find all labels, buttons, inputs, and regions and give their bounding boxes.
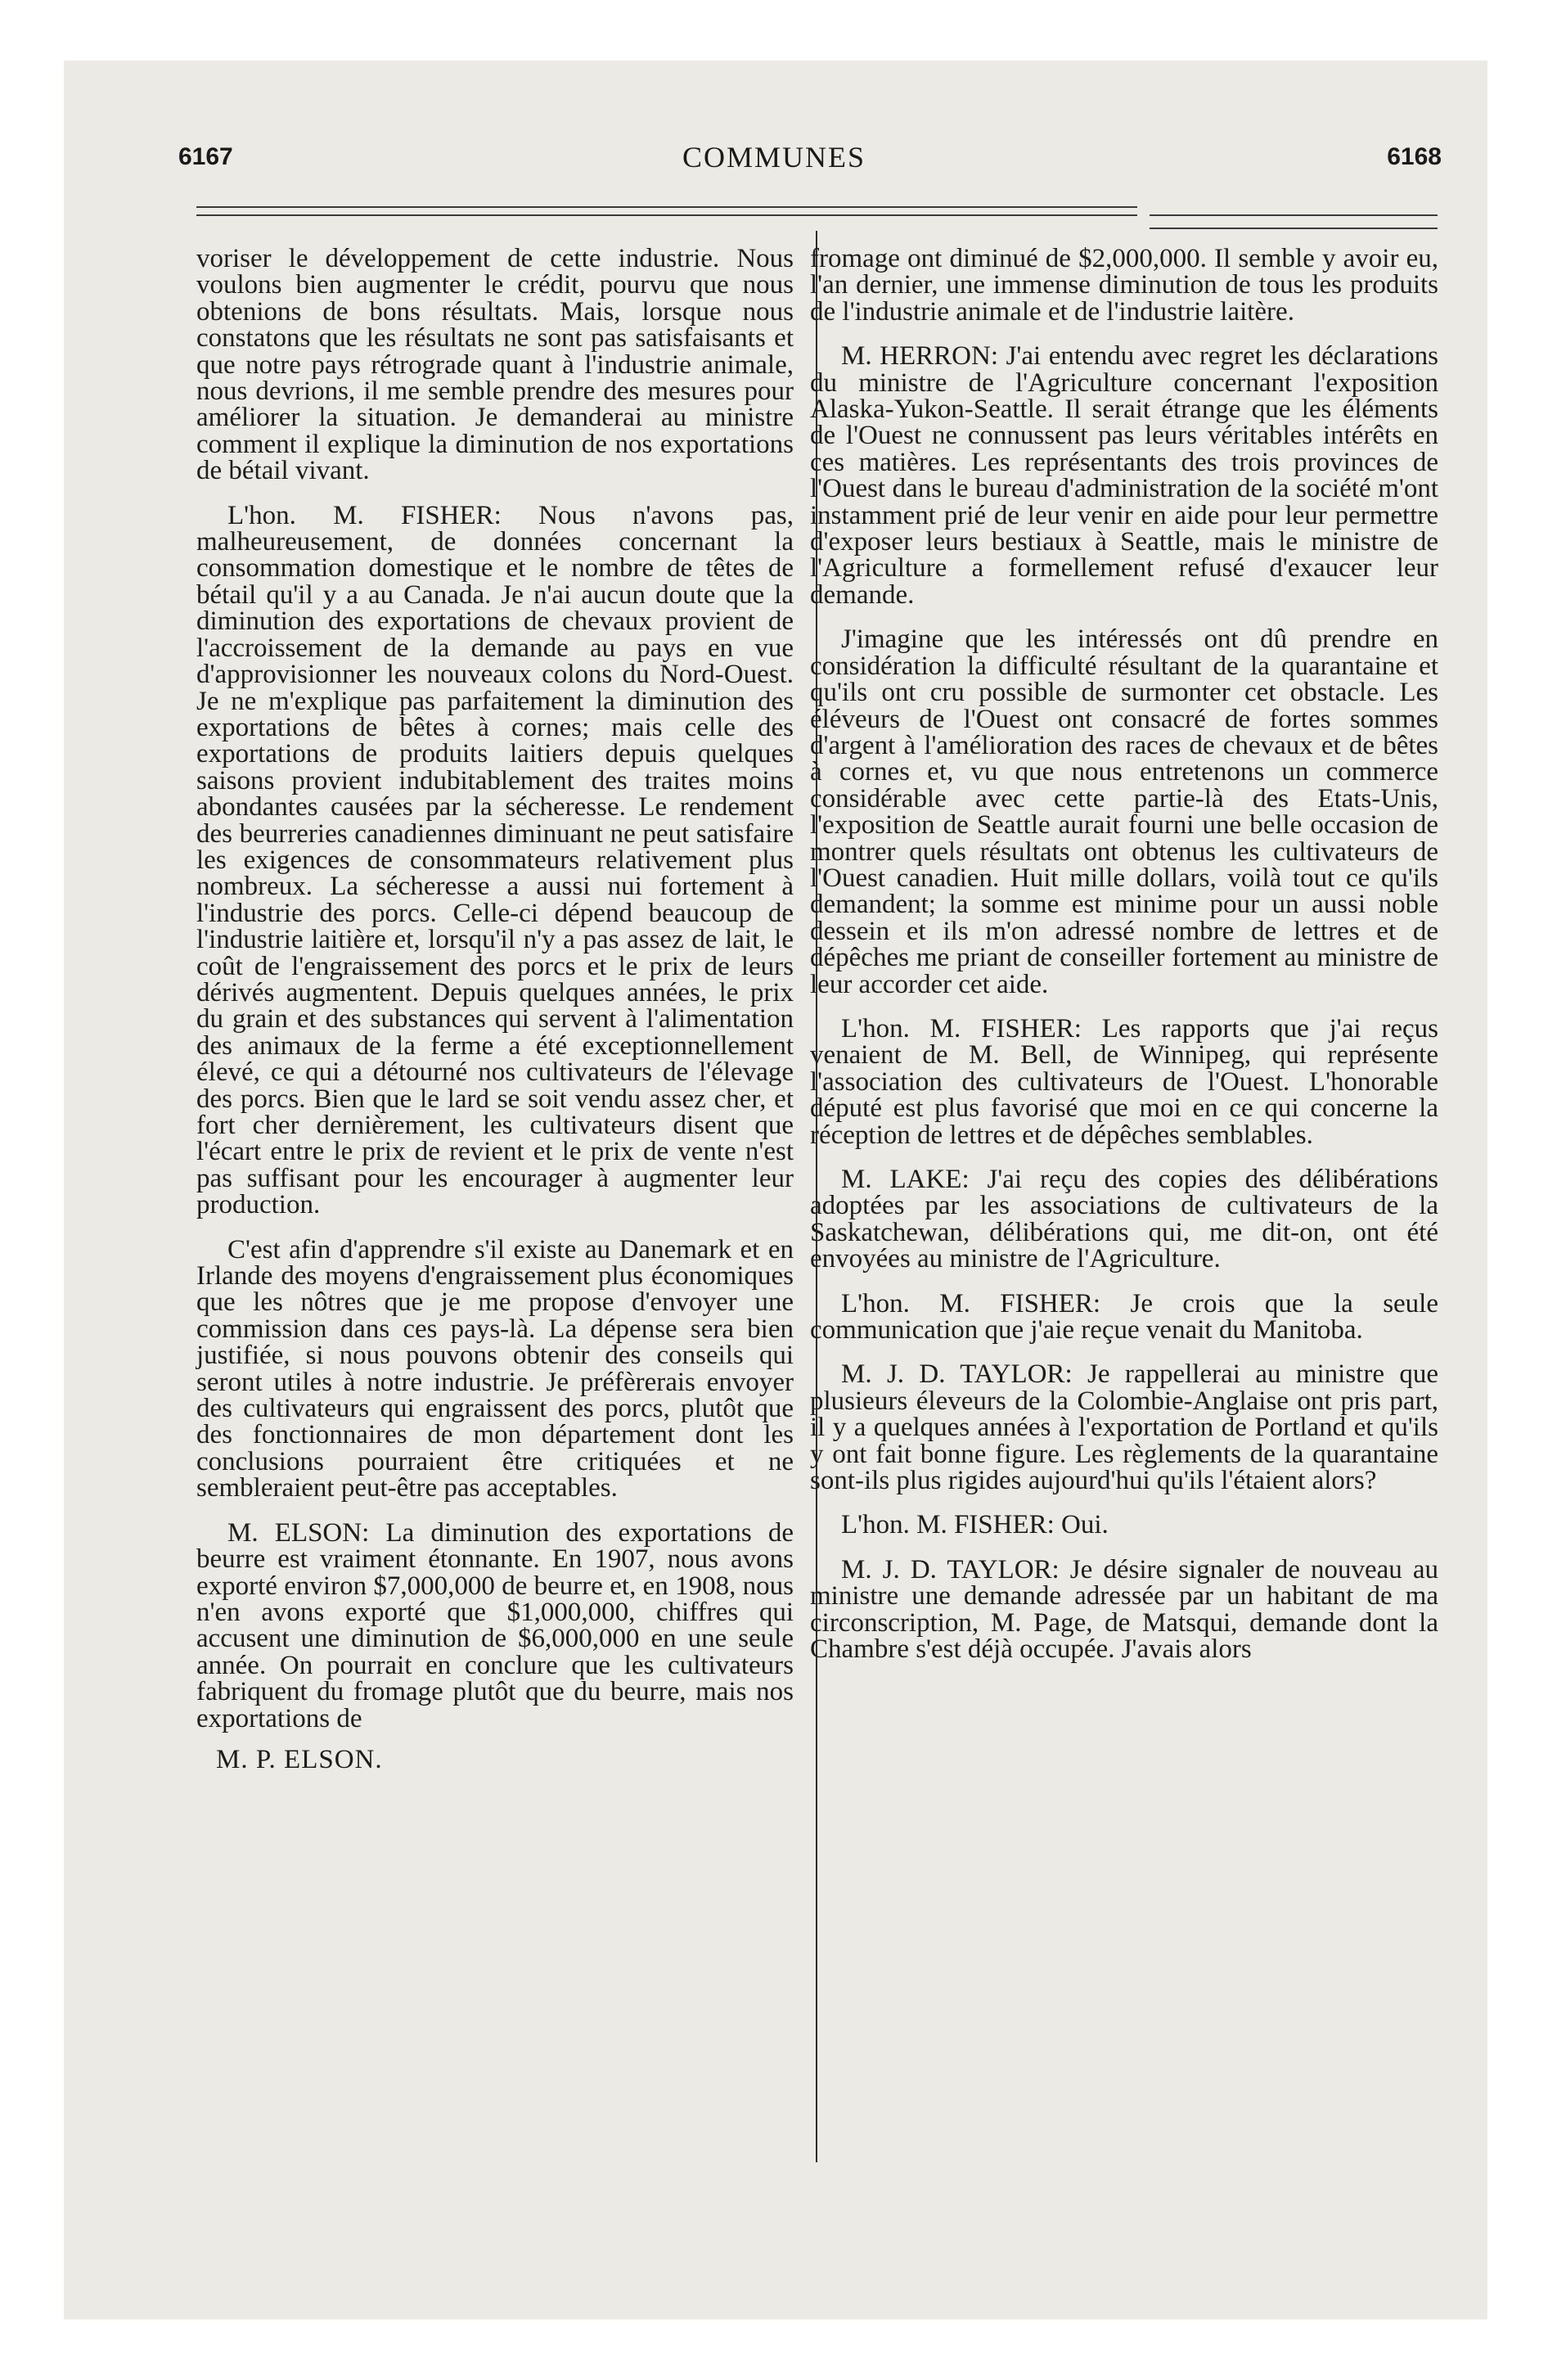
paragraph: L'hon. M. FISHER: Les rapports que j'ai reçus venaient de M. Bell, de Winnipeg, qui représente l'association des cultivateurs de l'Ouest. L'honorable député est plus favorisé que moi en ce qui concerne la réception de lettres et de dépêches semblables. xyxy=(810,1013,1438,1150)
paragraph: J'imagine que les intéressés ont dû prendre en considération la difficulté résultant de la quarantaine et qu'ils ont cru possible de surmonter cet obstacle. Les éléveurs de l'Ouest ont consacré de fortes sommes d'argent à l'amélioration des races de chevaux et de bêtes à cornes et, vu que nous entretenons un commerce considérable avec cette partie-là des Etats-Unis, l'exposition de Seattle aurait fourni une belle occasion de montrer quels résultats ont obtenus les cultivateurs de l'Ouest canadien. Huit mille dollars, voilà tout ce qu'ils demandent; la somme est minime pour un aussi noble dessein et ils m'on adressé nombre de lettres et de dépêches me priant de conseiller fortement au ministre de leur accorder cet aide. xyxy=(810,624,1438,999)
paragraph: L'hon. M. FISHER: Je crois que la seule communication que j'aie reçue venait du Manitoba. xyxy=(810,1288,1438,1346)
left-column xyxy=(196,246,794,1773)
paragraph: L'hon. M. FISHER: Nous n'avons pas, malheureusement, de données concernant la consommation domestique et le nombre de têtes de bétail qu'il y a au Canada. Je n'ai aucun doute que la diminution des exportations de chevaux provient de l'accroissement de la demande au pays en vue d'approvisionner les nouveaux colons du Nord-Ouest. Je ne m'explique pas parfaitement la diminution des exportations de bêtes à cornes; mais celle des exportations de produits laitiers depuis quelques saisons provient indubitablement des traites moins abondantes causées par la sécheresse. Le rendement des beurreries canadiennes diminuant ne peut satisfaire les exigences de consommateurs relativement plus nombreux. La sécheresse a aussi nui fortement à l'industrie des porcs. Celle-ci dépend beaucoup de l'industrie laitière et, lorsqu'il n'y a pas assez de lait, le coût de l'engraissement des porcs et le prix de leurs dérivés augmentent. Depuis quelques années, le prix du grain et des substances qui servent à l'alimentation des animaux de la ferme a été exceptionnellement élevé, ce qui a détourné nos cultivateurs de l'élevage des porcs. Bien que le lard se soit vendu assez cher, et fort cher dernièrement, les cultivateurs disent que l'écart entre le prix de revient et le prix de vente n'est pas suffisant pour les encourager à augmenter leur production. xyxy=(196,500,794,1220)
paragraph: voriser le développement de cette industrie. Nous voulons bien augmenter le crédit, pourvu que nous obtenions de bons résultats. Mais, lorsque nous constatons que les résultats ne sont pas satisfaisants et que notre pays rétrograde quant à l'industrie animale, nous devrions, il me semble prendre des mesures pour améliorer la situation. Je demanderai au ministre comment il explique la diminution de nos exportations de bétail vivant. xyxy=(196,244,794,486)
header-rule xyxy=(196,206,1137,208)
header-rule xyxy=(1150,214,1438,216)
right-column xyxy=(810,246,1438,1663)
left-page-number: 6167 xyxy=(178,143,233,170)
paragraph: M. HERRON: J'ai entendu avec regret les déclarations du ministre de l'Agriculture concernant l'exposition Alaska-Yukon-Seattle. Il serait étrange que les éléments de l'Ouest ne connussent pas leurs véritables intérêts en ces matières. Les représentants des trois provinces de l'Ouest dans le bureau d'administration de la société m'ont instamment prié de leur venir en aide pour leur permettre d'exposer leurs bestiaux à Seattle, mais le ministre de l'Agriculture a formellement refusé d'exaucer leur demande. xyxy=(810,341,1438,610)
right-page-number: 6168 xyxy=(1387,143,1442,170)
paragraph: M. J. D. TAYLOR: Je rappellerai au ministre que plusieurs éleveurs de la Colombie-Anglaise ont pris part, il y a quelques années à l'exportation de Portland et qu'ils y ont fait bonne figure. Les règlements de la quarantaine sont-ils plus rigides aujourd'hui qu'ils l'étaient alors? xyxy=(810,1359,1438,1496)
paragraph: fromage ont diminué de $2,000,000. Il semble y avoir eu, l'an dernier, une immense diminution de tous les produits de l'industrie animale et de l'industrie laitère. xyxy=(810,244,1438,327)
paragraph: M. ELSON: La diminution des exportations de beurre est vraiment étonnante. En 1907, nous avons exporté environ $7,000,000 de beurre et, en 1908, nous n'en avons exporté que $1,000,000, chiffres qui accusent une diminution de $6,000,000 en une seule année. On pourrait en conclure que les cultivateurs fabriquent du fromage plutôt que du beurre, mais nos exportations de xyxy=(196,1517,794,1733)
paragraph: M. LAKE: J'ai reçu des copies des délibérations adoptées par les associations de cultivateurs de la Saskatchewan, délibérations qui, me dit-on, ont été envoyées au ministre de l'Agriculture. xyxy=(810,1165,1438,1274)
running-title: COMMUNES xyxy=(682,141,866,174)
header-rule xyxy=(1150,228,1438,229)
header-rule xyxy=(196,214,1137,216)
speaker-signature: M. P. ELSON. xyxy=(216,1744,383,1774)
paragraph: C'est afin d'apprendre s'il existe au Danemark et en Irlande des moyens d'engraissement plus économiques que les nôtres que je me propose d'envoyer une commission dans ces pays-là. La dépense sera bien justifiée, si nous pouvons obtenir des conseils qui seront utiles à notre industrie. Je préfèrerais envoyer des cultivateurs qui engraissent des porcs, plutôt que des fonctionnaires de mon département dont les conclusions pourraient être critiquées et ne sembleraient peut-être pas acceptables. xyxy=(196,1234,794,1503)
paragraph: M. J. D. TAYLOR: Je désire signaler de nouveau au ministre une demande adressée par un habitant de ma circonscription, M. Page, de Matsqui, demande dont la Chambre s'est déjà occupée. J'avais alors xyxy=(810,1554,1438,1665)
paragraph: L'hon. M. FISHER: Oui. xyxy=(841,1510,1109,1540)
